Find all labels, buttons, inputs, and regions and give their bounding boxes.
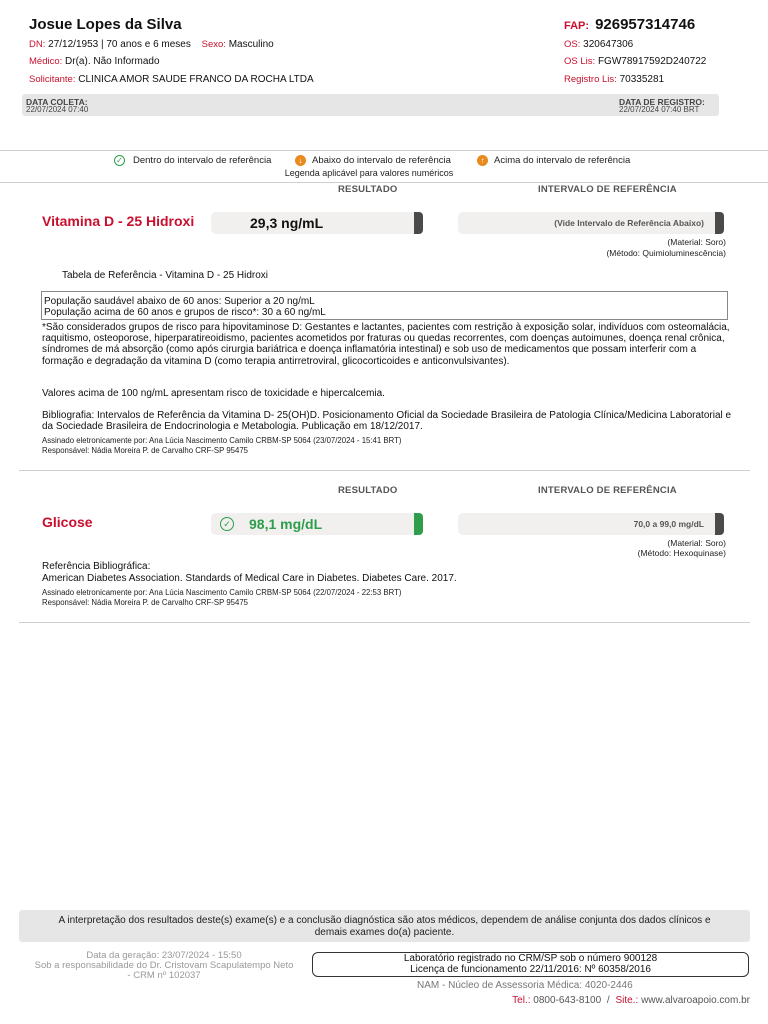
dn-label: DN: [29,39,46,50]
legend-above-label: Acima do intervalo de referência [494,155,631,166]
oslis-value: FGW78917592D240722 [597,56,707,67]
separator: / [606,995,610,1006]
signature: Assinado eletronicamente por: Ana Lúcia Nascimento Camilo CRBM-SP 5064 (22/07/2024 - 22:53 BRT) [42,588,402,597]
divider [0,182,768,183]
result-box-vitamina-d [211,212,423,234]
risk-groups-note: *São considerados grupos de risco para hipovitaminose D: Gestantes e lactantes, pacientes com restrição à exposição solar, indivíduos com osteomalácia, raquitismo, osteoporose, hiperparatireoidismo, pacientes acometidos por fraturas ou quedas recorrentes, com doenças autoimunes, doença renal crônica, síndromes de má absorção (como após cirurgia bariátrica e doença inflamatória intestinal) e sob uso de medicamentos que possam interferir com a formação e degradação da vitamina D (como terapia antirretroviral, glicocorticoides e anticonvulsivantes). [42,322,730,367]
check-circle-icon: ✓ [220,517,234,531]
collection-dates-bar [22,94,719,116]
os-value: 320647306 [583,39,634,50]
fap-value: 926957314746 [595,16,696,33]
result-box-glicose [211,513,423,535]
reference-value: 70,0 a 99,0 mg/dL [633,519,704,529]
os-row [564,39,633,50]
result-status-tab [414,513,423,535]
reference-table-row: População acima de 60 anos e grupos de risco*: 30 a 60 ng/mL [44,307,326,318]
result-value: 98,1 mg/dL [249,516,323,532]
solicitante-value: CLINICA AMOR SAUDE FRANCO DA ROCHA LTDA [78,74,314,85]
legend-in-range [114,155,271,166]
generation-date: Data da geração: 23/07/2024 - 15:50 [86,950,242,961]
data-registro-label: DATA DE REGISTRO: [619,97,705,107]
metodo: (Método: Hexoquinase) [637,548,726,558]
reference-value: (Vide Intervalo de Referência Abaixo) [554,218,704,228]
reference-status-tab [715,513,724,535]
legend-note: Legenda aplicável para valores numéricos [284,168,454,178]
result-value: 29,3 ng/mL [250,215,324,231]
exam-title-glicose: Glicose [42,514,93,530]
tel-label: Tel.: [512,995,531,1006]
responsible: Responsável: Nádia Moreira P. de Carvalho CRF-SP 95475 [42,598,249,607]
nam-contact: NAM - Núcleo de Assessoria Médica: 4020-2446 [417,980,633,991]
reference-table-title: Tabela de Referência - Vitamina D - 25 Hidroxi [62,270,269,281]
reference-box-glicose [458,513,724,535]
reference-table-row: População saudável abaixo de 60 anos: Superior a 20 ng/mL [44,296,315,307]
metodo: (Método: Quimioluminescência) [606,248,726,258]
medico-label: Médico: [29,56,63,67]
patient-name: Josue Lopes da Silva [29,16,182,33]
registro-value: 70335281 [619,74,665,85]
col-result-header: RESULTADO [338,485,398,496]
fap-label: FAP: [564,20,590,32]
lab-registration: Laboratório registrado no CRM/SP sob o número 900128 [403,953,658,964]
signature: Assinado eletronicamente por: Ana Lúcia Nascimento Camilo CRBM-SP 5064 (23/07/2024 - 15:41 BRT) [42,436,402,445]
arrow-down-circle-icon: ↓ [295,155,306,166]
responsible: Responsável: Nádia Moreira P. de Carvalho CRF-SP 95475 [42,446,249,455]
os-label: OS: [564,39,581,50]
patient-solicitante-row [29,74,314,85]
oslis-label: OS Lis: [564,56,596,67]
solicitante-label: Solicitante: [29,74,76,85]
tel-value[interactable]: 0800-643-8100 [533,995,602,1006]
legend-in-range-label: Dentro do intervalo de referência [133,155,272,166]
reference-status-tab [715,212,724,234]
legend-below [295,155,451,166]
sexo-label: Sexo: [201,39,226,50]
result-status-tab [414,212,423,234]
registro-label: Registro Lis: [564,74,617,85]
legend-below-label: Abaixo do intervalo de referência [312,155,451,166]
toxicity-note: Valores acima de 100 ng/mL apresentam risco de toxicidade e hipercalcemia. [42,388,385,399]
reference-table [41,291,728,320]
patient-dn-row [29,39,274,50]
col-reference-header: INTERVALO DE REFERÊNCIA [538,184,677,195]
material: (Material: Soro) [667,538,726,548]
registro-row [564,74,664,85]
col-reference-header: INTERVALO DE REFERÊNCIA [538,485,677,496]
divider [19,622,750,623]
check-circle-icon: ✓ [114,155,125,166]
medico-value: Dr(a). Não Informado [65,56,160,67]
legend-above [477,155,630,166]
responsible-doctor: Sob a responsabilidade do Dr. Cristovam Scapulatempo Neto [34,960,294,971]
fap-row [564,16,695,33]
exam-title-vitamina-d: Vitamina D - 25 Hidroxi [42,213,195,229]
divider [0,150,768,151]
coleta-value: 22/07/2024 07:40 [26,105,89,114]
disclaimer-line: A interpretação dos resultados deste(s) exame(s) e a conclusão diagnóstica são atos médicos, dependem de análise conjunta dos dados clínicos e [58,915,711,926]
coleta-label: DATA COLETA: [26,97,88,107]
disclaimer-line: demais exames do(a) paciente. [314,926,455,938]
medical-disclaimer [19,910,750,942]
site-link[interactable]: www.alvaroapoio.com.br [641,995,750,1006]
patient-medico-row [29,56,160,67]
arrow-up-circle-icon: ↑ [477,155,488,166]
bibliography: Bibliografia: Intervalos de Referência da Vitamina D- 25(OH)D. Posicionamento Oficial da Sociedade Brasileira de Patologia Clínica/Medicina Laboratorial e da Sociedade Brasileira de Endocrinologia e Metabologia. Publicação em 18/12/2017. [42,410,732,433]
col-result-header: RESULTADO [338,184,398,195]
divider [19,470,750,471]
sexo-value: Masculino [228,39,274,50]
contact-row [512,995,750,1006]
ref-bib-value: American Diabetes Association. Standards of Medical Care in Diabetes. Diabetes Care. 2017. [42,573,457,584]
site-label: Site.: [615,995,639,1006]
reference-box-vitamina-d [458,212,724,234]
oslis-row [564,56,706,67]
data-registro-value: 22/07/2024 07:40 BRT [619,105,700,114]
material: (Material: Soro) [667,237,726,247]
dn-value: 27/12/1953 | 70 anos e 6 meses [48,39,191,50]
responsible-crm: - CRM nº 102037 [127,970,201,981]
generation-info [18,951,310,981]
lab-registration-box [312,952,749,977]
lab-license: Licença de funcionamento 22/11/2016: Nº 60358/2016 [410,963,651,975]
ref-bib-label: Referência Bibliográfica: [42,561,151,572]
